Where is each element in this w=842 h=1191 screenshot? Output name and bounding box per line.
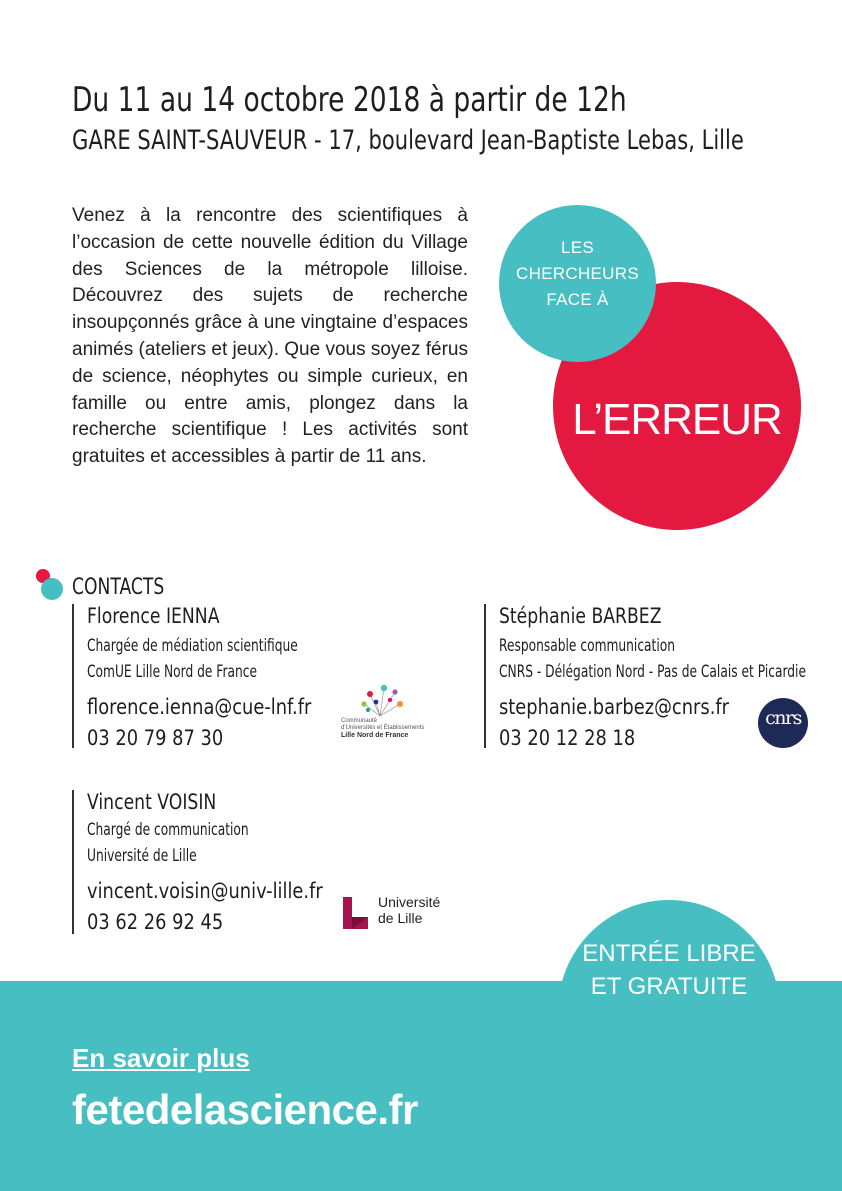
contact-email[interactable]: vincent.voisin@univ-lille.fr — [87, 879, 323, 903]
cnrs-logo-text: cnrs — [765, 707, 801, 729]
theme-line-2: CHERCHEURS — [516, 264, 639, 283]
contact-role: Chargée de médiation scientifique — [87, 636, 298, 656]
contact-role: Chargé de communication — [87, 820, 249, 840]
contact-phone[interactable]: 03 20 12 28 18 — [499, 726, 636, 750]
contact-org: ComUE Lille Nord de France — [87, 662, 257, 682]
intro-paragraph: Venez à la rencontre des scientifiques à l’occasion de cette nouvelle édition du Village des Sciences de la métropole lilloise. Découvrez des sujets de recherche insoupçonnés grâce à une vingtaine d’espaces animés (ateliers et jeux). Que vous soyez férus de science, néophytes ou simple curieux, en famille ou entre amis, plongez dans la recherche scientifique ! Les activités sont gratuites et accessibles à partir de 11 ans. — [72, 205, 469, 468]
theme-line-3: FACE À — [546, 290, 609, 309]
theme-title: L’ERREUR — [572, 395, 782, 444]
entry-text — [558, 937, 780, 1003]
entry-line-1: ENTRÉE LIBRE — [582, 940, 756, 967]
contact-name: Florence IENNA — [87, 604, 220, 628]
theme-line-1: LES — [560, 238, 595, 257]
contact-phone[interactable]: 03 20 79 87 30 — [87, 726, 224, 750]
contact-card — [72, 604, 372, 748]
ulille-logo-text: Université de Lille — [378, 894, 441, 926]
event-date: Du 11 au 14 octobre 2018 à partir de 12h — [72, 80, 627, 120]
contact-divider — [72, 604, 74, 748]
cnrs-logo-icon — [758, 698, 808, 748]
contact-name: Stéphanie BARBEZ — [499, 604, 662, 628]
contact-divider — [72, 790, 74, 934]
contact-divider — [484, 604, 486, 748]
contact-email[interactable]: stephanie.barbez@cnrs.fr — [499, 695, 730, 719]
event-venue: GARE SAINT-SAUVEUR - 17, boulevard Jean-Baptiste Lebas, Lille — [72, 125, 744, 156]
contact-org: CNRS - Délégation Nord - Pas de Calais et Picardie — [499, 662, 806, 682]
contact-name: Vincent VOISIN — [87, 790, 217, 814]
contacts-heading: CONTACTS — [72, 575, 165, 600]
contact-org: Université de Lille — [87, 846, 197, 866]
contact-email[interactable]: florence.ienna@cue-lnf.fr — [87, 695, 312, 719]
ulille-logo-icon — [340, 895, 372, 931]
bullet-dot-teal-icon — [41, 578, 63, 600]
contact-role: Responsable communication — [499, 636, 676, 656]
entry-badge — [558, 900, 780, 1122]
contact-phone[interactable]: 03 62 26 92 45 — [87, 910, 224, 934]
entry-line-2: ET GRATUITE — [590, 973, 748, 1000]
contact-card — [72, 790, 372, 934]
theme-subtitle — [499, 235, 656, 313]
comue-logo-text: Communauté d’Universités et Établissements Lille Nord de France — [341, 718, 425, 739]
website-link[interactable]: fetedelascience.fr — [72, 1086, 418, 1133]
more-info-link[interactable]: En savoir plus — [72, 1043, 250, 1073]
